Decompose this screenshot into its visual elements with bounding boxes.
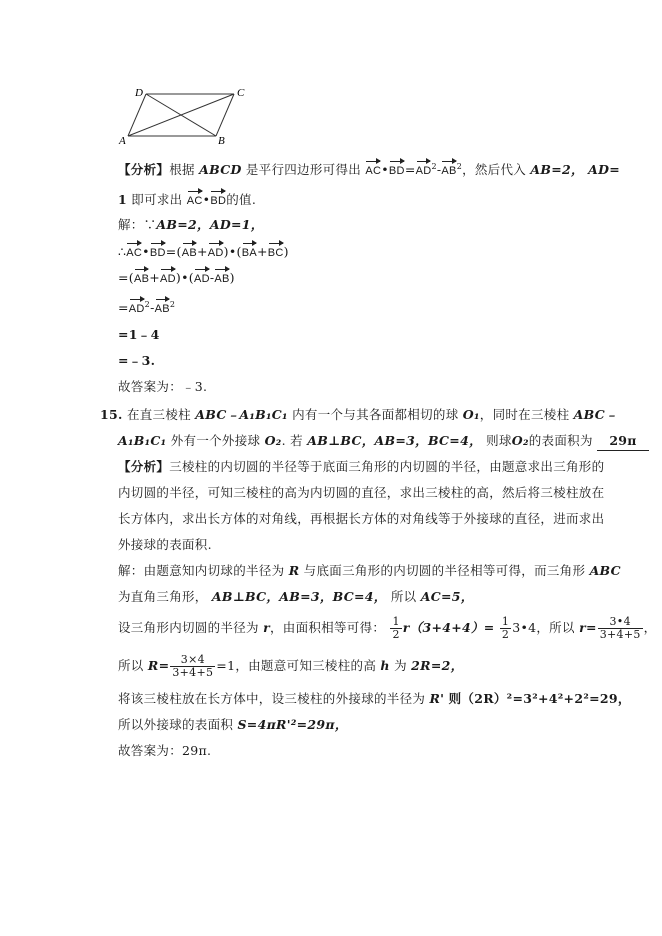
- question-number: 15.: [100, 407, 123, 422]
- q15-analysis-line4: 外接球的表面积.: [118, 537, 212, 552]
- parallelogram-figure: [116, 84, 256, 148]
- fraction-half-2: $\frac{1}{2}$: [501, 615, 510, 641]
- q15-solution-line4: 所以 R= $\frac{3\times 4}{3+4+5}$ =1，由题意可知三棱柱的高 h 为 2R=2，: [118, 653, 464, 679]
- q15-solution-line5: 将该三棱柱放在长方体中，设三棱柱的外接球的半径为 R' 则（2R）²=3²+4²+2²=29，: [118, 691, 631, 706]
- q14-step1: ∴AC•BD=(AB+AD)•(BA+BC): [118, 242, 289, 262]
- q15-analysis-line2: 内切圆的半径，可知三棱柱的高为内切圆的直径，求出三棱柱的高，然后将三棱柱放在: [118, 485, 605, 500]
- q15-stem-line2: A₁B₁C₁ 外有一个外接球 O₂. 若 AB⊥BC，AB=3，BC=4， 则球O₂的表面积为 29π: [118, 432, 649, 451]
- fraction-big-r: $\frac{3\times 4}{3+4+5}$: [172, 653, 214, 679]
- label-d: D: [135, 87, 143, 99]
- answer-blank: 29π: [597, 432, 649, 451]
- vector-ac: AC: [365, 160, 381, 180]
- vector-bd: BD: [389, 160, 405, 180]
- q14-step5: =﹣3.: [118, 353, 156, 368]
- q14-step4: =1﹣4: [118, 327, 160, 342]
- q14-answer: 故答案为：﹣3.: [118, 379, 208, 394]
- vector-ad: AD: [416, 160, 432, 180]
- fraction-r: $\frac{3•4}{3+4+5}$: [599, 615, 641, 641]
- label-c: C: [237, 87, 245, 99]
- q15-analysis-line3: 长方体内，求出长方体的对角线，再根据长方体的对角线等于外接球的直径，进而求出: [118, 511, 605, 526]
- q14-analysis-line1: 【分析】根据 ABCD 是平行四边形可得出 $AC•BD=AD^2-AB^2$，然后代入 AB=2， AD=: [118, 158, 620, 180]
- diagonal-bd: [146, 94, 216, 136]
- q14-step3: $=AD^2-AB^2$: [118, 296, 175, 318]
- vector-ab: AB: [441, 160, 456, 180]
- q15-analysis-line1: 【分析】三棱柱的内切圆的半径等于底面三角形的内切圆的半径，由题意求出三角形的: [118, 459, 605, 474]
- q15-solution-line3: 设三角形内切圆的半径为 r，由面积相等可得： $\frac{1}{2}$ r（3+4+4）= $\frac{1}{2}$ 3•4，所以 r= $\frac{3•4}{3+4+5}$ ，: [118, 615, 657, 641]
- label-b: B: [218, 135, 225, 147]
- q15-answer: 故答案为：29π.: [118, 743, 212, 758]
- q14-analysis-line2: 1 即可求出 AC•BD的值.: [118, 190, 256, 210]
- label-a: A: [119, 135, 126, 147]
- q15-solution-line6: 所以外接球的表面积 S=4πR'²=29π，: [118, 717, 348, 732]
- q14-step2: =(AB+AD)•(AD-AB): [118, 268, 235, 288]
- q14-solution-given: 解：∵AB=2，AD=1，: [118, 217, 264, 232]
- q15-stem-line1: 15. 在直三棱柱 ABC﹣A₁B₁C₁ 内有一个与其各面都相切的球 O₁，同时在三棱柱 ABC﹣: [100, 407, 618, 422]
- q15-solution-line2: 为直角三角形， AB⊥BC，AB=3，BC=4， 所以 AC=5，: [118, 589, 474, 604]
- fraction-half: $\frac{1}{2}$: [392, 615, 400, 641]
- q15-solution-line1: 解：由题意知内切球的半径为 R 与底面三角形的内切圆的半径相等可得，而三角形 ABC: [118, 563, 621, 578]
